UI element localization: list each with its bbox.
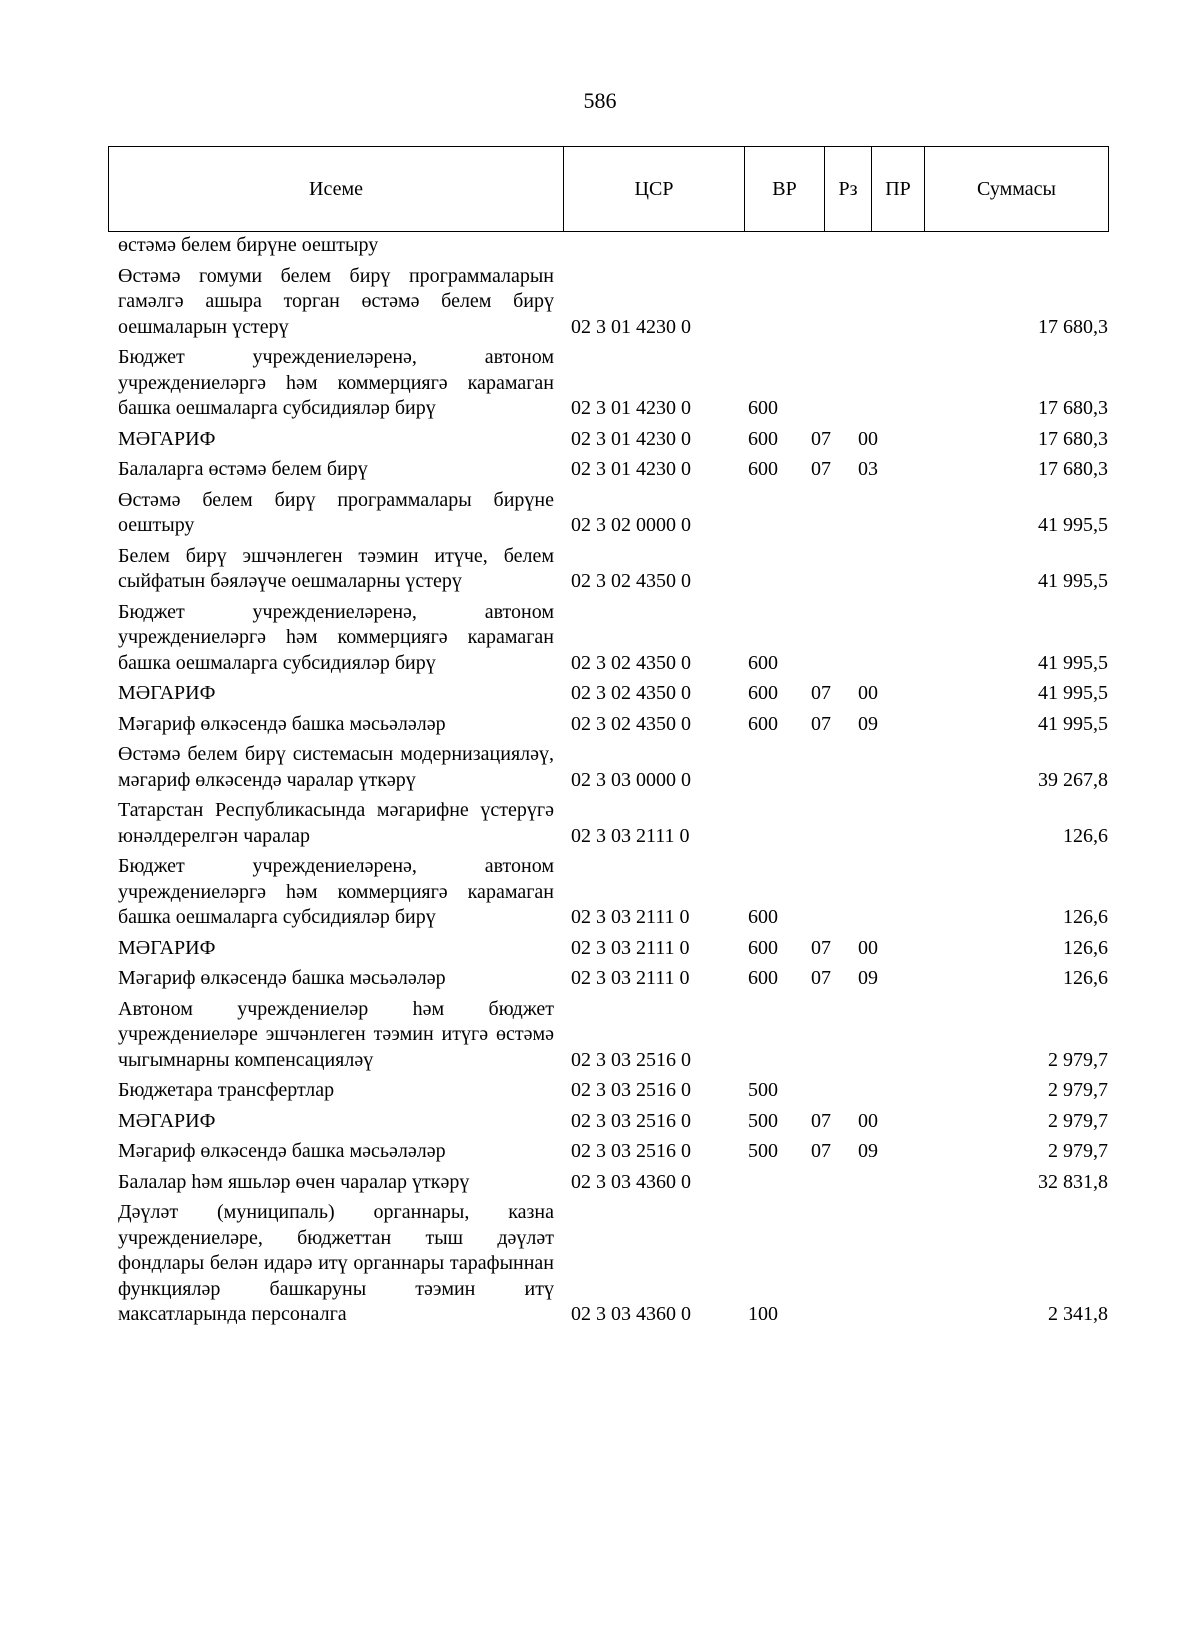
- cell-rz: 07: [811, 712, 831, 735]
- row-values: [554, 712, 1108, 738]
- cell-csr: 02 3 01 4230 0: [571, 397, 691, 419]
- cell-vr: 500: [748, 1079, 778, 1101]
- table-row: [118, 488, 1108, 539]
- row-values: [554, 742, 1108, 793]
- cell-csr: 02 3 02 4350 0: [571, 682, 691, 704]
- cell-sum: 126,6: [1063, 824, 1108, 847]
- header-rz: Рз: [825, 147, 872, 231]
- row-values: [554, 264, 1108, 341]
- cell-name: МӘГАРИФ: [118, 936, 216, 959]
- cell-csr: 02 3 03 2516 0: [571, 1140, 691, 1162]
- cell-sum: 41 995,5: [1038, 682, 1108, 704]
- cell-csr: 02 3 02 0000 0: [571, 514, 691, 536]
- table-row: [118, 600, 1108, 677]
- cell-rz: 07: [811, 967, 831, 989]
- cell-csr: 02 3 03 2111 0: [571, 824, 690, 847]
- table-row: [118, 264, 1108, 341]
- row-values: [554, 600, 1108, 677]
- table-row: [118, 233, 1108, 259]
- cell-rz: 07: [811, 936, 831, 959]
- table-row: [118, 1109, 1108, 1135]
- cell-vr: 500: [748, 1109, 778, 1132]
- cell-name: МӘГАРИФ: [118, 427, 216, 450]
- header-vr: ВР: [745, 147, 825, 231]
- cell-rz: 07: [811, 458, 831, 480]
- cell-vr: 600: [748, 458, 778, 480]
- cell-name: Өстәмә белем бирү системасын модернизацияләү, мәгариф өлкәсендә чаралар үткәрү: [118, 743, 554, 791]
- table-row: [118, 854, 1108, 931]
- cell-pr: 09: [858, 967, 878, 989]
- table-row: [118, 1170, 1108, 1196]
- cell-sum: 17 680,3: [1038, 427, 1108, 450]
- cell-name: Татарстан Республикасында мәгарифне үстерүгә юнәлдерелгән чаралар: [118, 799, 554, 847]
- cell-name: МӘГАРИФ: [118, 1109, 216, 1132]
- cell-csr: 02 3 03 0000 0: [571, 768, 691, 791]
- cell-sum: 126,6: [1063, 906, 1108, 928]
- cell-rz: 07: [811, 1109, 831, 1132]
- cell-csr: 02 3 03 2516 0: [571, 1109, 691, 1132]
- row-values: [554, 1109, 1108, 1135]
- cell-sum: 17 680,3: [1038, 397, 1108, 419]
- cell-sum: 41 995,5: [1038, 712, 1108, 735]
- row-values: [554, 1200, 1108, 1328]
- row-values: [554, 457, 1108, 483]
- row-values: [554, 997, 1108, 1074]
- table-row: [118, 427, 1108, 453]
- table-row: [118, 1078, 1108, 1104]
- cell-csr: 02 3 03 4360 0: [571, 1170, 691, 1193]
- cell-csr: 02 3 03 2516 0: [571, 1079, 691, 1101]
- cell-sum: 126,6: [1063, 967, 1108, 989]
- cell-rz: 07: [811, 682, 831, 704]
- cell-name: Бюджет учреждениеләренә, автоном учреждениеләргә һәм коммерциягә карамаган башка оешмаларга субсидияләр бирү: [118, 346, 554, 419]
- header-name: Исеме: [109, 147, 564, 231]
- header-csr: ЦСР: [564, 147, 745, 231]
- cell-vr: 500: [748, 1140, 778, 1162]
- cell-name: Мәгариф өлкәсендә башка мәсьәләләр: [118, 712, 446, 735]
- row-values: [554, 854, 1108, 931]
- cell-csr: 02 3 02 4350 0: [571, 570, 691, 592]
- row-values: [554, 544, 1108, 595]
- cell-pr: 09: [858, 1140, 878, 1162]
- table-row: [118, 966, 1108, 992]
- cell-csr: 02 3 01 4230 0: [571, 315, 691, 338]
- cell-sum: 2 979,7: [1048, 1140, 1108, 1162]
- table-row: [118, 712, 1108, 738]
- cell-sum: 126,6: [1063, 936, 1108, 959]
- cell-name: Дәүләт (муниципаль) органнары, казна учреждениеләре, бюджеттан тыш дәүләт фондлары белән идарә итү органнары тарафыннан функцияләр башкаруны тәэмин итү максатларында персоналга: [118, 1201, 554, 1325]
- table-row: [118, 544, 1108, 595]
- cell-name: МӘГАРИФ: [118, 682, 216, 704]
- cell-vr: 100: [748, 1303, 778, 1325]
- cell-name: Балалар һәм яшьләр өчен чаралар үткәрү: [118, 1170, 470, 1193]
- cell-vr: 600: [748, 906, 778, 928]
- row-values: [554, 233, 1108, 259]
- cell-sum: 2 979,7: [1048, 1079, 1108, 1101]
- row-values: [554, 1139, 1108, 1165]
- cell-sum: 17 680,3: [1038, 315, 1108, 338]
- table-row: [118, 1139, 1108, 1165]
- cell-sum: 2 341,8: [1048, 1303, 1108, 1325]
- cell-sum: 2 979,7: [1048, 1109, 1108, 1132]
- row-values: [554, 966, 1108, 992]
- cell-sum: 17 680,3: [1038, 458, 1108, 480]
- cell-csr: 02 3 03 2111 0: [571, 936, 690, 959]
- cell-name: Мәгариф өлкәсендә башка мәсьәләләр: [118, 1140, 446, 1162]
- cell-name: өстәмә белем бирүне оештыру: [118, 234, 379, 256]
- table-row: [118, 997, 1108, 1074]
- table-body: [118, 233, 1108, 1333]
- cell-csr: 02 3 03 4360 0: [571, 1303, 691, 1325]
- cell-sum: 32 831,8: [1038, 1170, 1108, 1193]
- row-values: [554, 427, 1108, 453]
- cell-csr: 02 3 02 4350 0: [571, 651, 691, 674]
- cell-pr: 00: [858, 936, 878, 959]
- row-values: [554, 681, 1108, 707]
- cell-name: Өстәмә гомуми белем бирү программаларын гамәлгә ашыра торган өстәмә белем бирү оешмаларын үстерү: [118, 264, 554, 338]
- cell-csr: 02 3 02 4350 0: [571, 712, 691, 735]
- row-values: [554, 1170, 1108, 1196]
- row-values: [554, 936, 1108, 962]
- cell-sum: 2 979,7: [1048, 1048, 1108, 1071]
- table-row: [118, 742, 1108, 793]
- cell-pr: 00: [858, 1109, 878, 1132]
- table-row: [118, 936, 1108, 962]
- table-row: [118, 345, 1108, 422]
- cell-name: Автоном учреждениеләр һәм бюджет учреждениеләре эшчәнлеген тәэмин итүгә өстәмә чыгымнарны компенсацияләү: [118, 997, 554, 1071]
- cell-csr: 02 3 01 4230 0: [571, 427, 691, 450]
- cell-name: Бюджетара трансфертлар: [118, 1079, 335, 1101]
- cell-pr: 00: [858, 427, 878, 450]
- header-pr: ПР: [872, 147, 925, 231]
- cell-name: Балаларга өстәмә белем бирү: [118, 458, 368, 480]
- cell-vr: 600: [748, 397, 778, 419]
- cell-pr: 09: [858, 712, 878, 735]
- cell-sum: 39 267,8: [1038, 768, 1108, 791]
- table-row: [118, 798, 1108, 849]
- table-row: [118, 457, 1108, 483]
- row-values: [554, 488, 1108, 539]
- cell-vr: 600: [748, 682, 778, 704]
- cell-csr: 02 3 01 4230 0: [571, 458, 691, 480]
- table-row: [118, 681, 1108, 707]
- row-values: [554, 798, 1108, 849]
- cell-name: Бюджет учреждениеләренә, автоном учреждениеләргә һәм коммерциягә карамаган башка оешмаларга субсидияләр бирү: [118, 855, 554, 928]
- header-sum: Суммасы: [977, 177, 1056, 200]
- row-values: [554, 345, 1108, 422]
- cell-csr: 02 3 03 2111 0: [571, 967, 690, 989]
- cell-vr: 600: [748, 936, 778, 959]
- cell-name: Өстәмә белем бирү программалары бирүне оештыру: [118, 488, 554, 536]
- cell-csr: 02 3 03 2111 0: [571, 906, 690, 928]
- cell-sum: 41 995,5: [1038, 570, 1108, 592]
- cell-pr: 00: [858, 682, 878, 704]
- cell-name: Бюджет учреждениеләренә, автоном учреждениеләргә һәм коммерциягә карамаган башка оешмаларга субсидияләр бирү: [118, 600, 554, 674]
- page-number: 586: [583, 88, 617, 113]
- cell-sum: 41 995,5: [1038, 514, 1108, 536]
- cell-vr: 600: [748, 427, 778, 450]
- cell-name: Мәгариф өлкәсендә башка мәсьәләләр: [118, 967, 446, 989]
- cell-name: Белем бирү эшчәнлеген тәэмин итүче, белем сыйфатын бәяләүче оешмаларны үстерү: [118, 544, 554, 592]
- cell-pr: 03: [858, 458, 878, 480]
- cell-rz: 07: [811, 1140, 831, 1162]
- table-header: [108, 146, 1109, 232]
- cell-vr: 600: [748, 967, 778, 989]
- table-row: [118, 1200, 1108, 1328]
- cell-sum: 41 995,5: [1038, 651, 1108, 674]
- cell-vr: 600: [748, 651, 778, 674]
- cell-csr: 02 3 03 2516 0: [571, 1048, 691, 1071]
- cell-vr: 600: [748, 712, 778, 735]
- row-values: [554, 1078, 1108, 1104]
- cell-rz: 07: [811, 427, 831, 450]
